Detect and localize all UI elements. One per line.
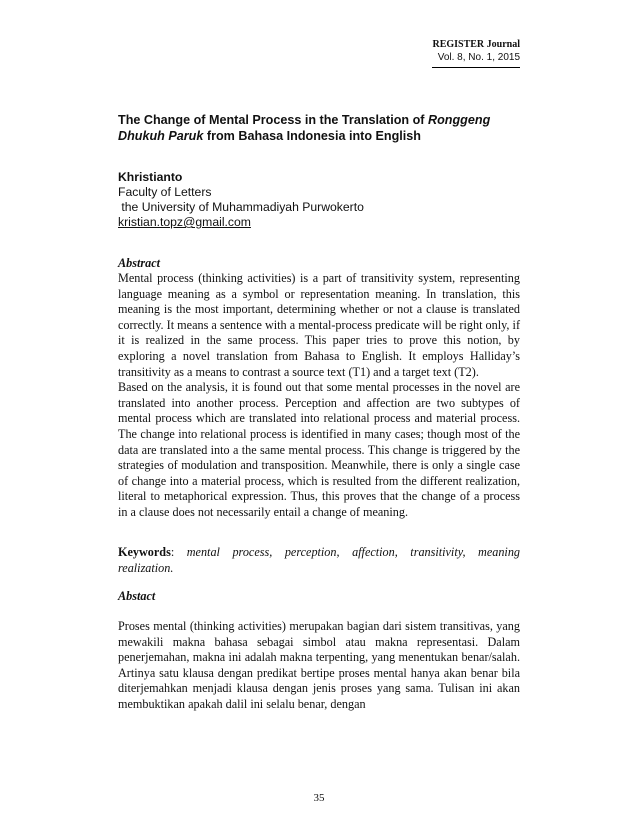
running-header bbox=[432, 38, 520, 68]
abstract-indonesian bbox=[118, 589, 520, 713]
author-university: the University of Muhammadiyah Purwokerto bbox=[118, 200, 364, 214]
title-part1: The Change of Mental Process in the Translation of bbox=[118, 113, 428, 127]
author-block bbox=[118, 170, 520, 230]
page-number: 35 bbox=[313, 792, 325, 804]
title-novel-line1: Ronggeng bbox=[428, 113, 491, 127]
keywords-label: Keywords bbox=[118, 545, 171, 559]
abstract-heading: Abstract bbox=[118, 256, 160, 270]
journal-name: REGISTER Journal bbox=[432, 39, 520, 50]
abstract-english bbox=[118, 256, 520, 521]
abstract-paragraph-1: Mental process (thinking activities) is a part of transitivity system, representing language meaning as a symbol or representation meaning. In translation, this meaning is the most important, determining whether or not a clause is translated correctly. It means a sentence with a mental-process predicate will be right only, if it is realized in the same process. This paper tries to prove this notion, by exploring a novel translation from Bahasa to English. It employs Halliday’s transitivity as a means to contrast a source text (T1) and a target text (T2). bbox=[118, 271, 520, 379]
keywords-separator: : bbox=[170, 545, 187, 559]
abstact-heading: Abstact bbox=[118, 589, 156, 603]
paper-title bbox=[118, 112, 520, 144]
journal-volume: Vol. 8, No. 1, 2015 bbox=[432, 51, 520, 68]
author-email[interactable]: kristian.topz@gmail.com bbox=[118, 215, 251, 229]
keywords-text: mental process, perception, affection, transitivity, meaning realization. bbox=[118, 545, 521, 575]
title-part2: from Bahasa Indonesia into English bbox=[203, 129, 421, 143]
abstract-paragraph-2: Based on the analysis, it is found out that some mental processes in the novel are translated into another process. Perception and affection are two subtypes of mental process which are translated into relational process and material process. The change into relational process is identified in many cases; though most of the data are translated into a the same mental process. This change is triggered by the strategies of modulation and transposition. Meanwhile, there is only a single case of change into a material process, which is resulted from the different realization, literal to metaphorical expression. Thus, this proves that the change of a process in a clause does not necessarily entail a change of meaning. bbox=[118, 380, 520, 519]
abstact-paragraph-1: Proses mental (thinking activities) merupakan bagian dari sistem transitivas, yang mewakili makna bahasa sebagai simbol atau makna representasi. Dalam penerjemahan, makna ini adalah makna terpenting, yang menentukan benar/salah. Artinya satu klausa dengan predikat bertipe proses mental hanya akan benar bila diterjemahkan menjadi klausa dengan jenis proses yang sama. Tulisan ini akan membuktikan apakah dalil ini selalu benar, dengan bbox=[118, 619, 520, 711]
author-faculty: Faculty of Letters bbox=[118, 185, 212, 199]
keywords-block bbox=[118, 545, 520, 576]
author-name: Khristianto bbox=[118, 170, 183, 184]
title-novel-line2: Dhukuh Paruk bbox=[118, 129, 204, 143]
